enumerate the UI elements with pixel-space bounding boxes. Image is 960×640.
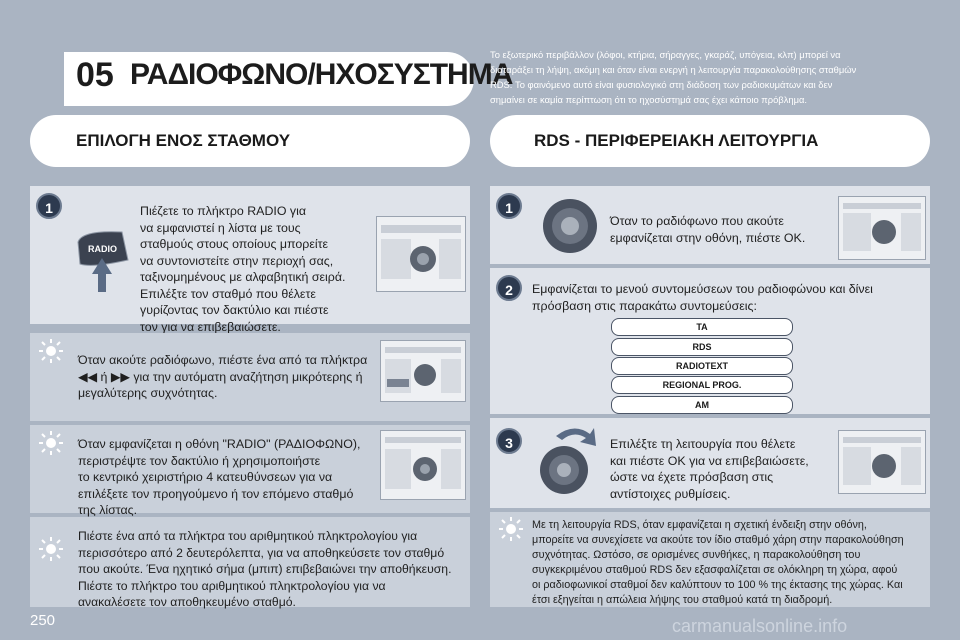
right-section-header [490, 115, 930, 167]
text-line: ταξινομημένους με αλφαβητική σειρά. [140, 270, 346, 284]
text-line: τον για να επιβεβαιώσετε. [140, 319, 281, 334]
text-line: οι ραδιοφωνικοί σταθμοί δεν καλύπτουν το 100 % της έκτασης της χώρας. Και [532, 579, 903, 591]
step-number: 2 [496, 275, 522, 301]
radio-button-illustration [72, 224, 132, 294]
chapter-number: 05 [76, 56, 114, 94]
text-line: συγκεκριμένου σταθμού RDS δεν εξασφαλίζεται σε ολόκληρη τη χώρα, αφού [532, 564, 898, 576]
menu-item-ta: TA [611, 318, 793, 336]
lightbulb-icon [38, 430, 64, 456]
right-step2-text [532, 281, 922, 314]
step-number: 1 [36, 193, 62, 219]
text-line: της λίστας. [78, 503, 138, 517]
text-line: να εμφανιστεί η λίστα με τους [140, 220, 301, 235]
menu-item-radiotext: RADIOTEXT [611, 357, 793, 375]
text-line: εμφανίζεται στην οθόνη, πιέστε ΟΚ. [610, 230, 806, 245]
text-line: Πιέζετε το πλήκτρο RADIO για [140, 204, 307, 218]
intro-line: Το εξωτερικό περιβάλλον (λόφοι, κτήρια, σήραγγες, γκαράζ, υπόγεια, κλπ) μπορεί να [490, 49, 841, 60]
rotate-arrow-icon [556, 428, 596, 446]
intro-line: σημαίνει σε καμία περίπτωση ότι το ηχοσύστημά σας έχει κάποιο πρόβλημα. [490, 94, 808, 105]
radio-unit-image [838, 196, 926, 260]
text-line: το κεντρικό χειριστήριο 4 κατευθύνσεων για να [78, 470, 333, 484]
menu-item-regional-prog: REGIONAL PROG. [611, 376, 793, 394]
watermark: carmanualsonline.info [672, 616, 848, 636]
right-section-title: RDS - ΠΕΡΙΦΕΡΕΙΑΚΗ ΛΕΙΤΟΥΡΓΙΑ [534, 131, 819, 150]
text-line: Εμφανίζεται το μενού συντομεύσεων του ραδιοφώνου και δίνει [532, 282, 873, 296]
left-tip1-text [78, 352, 378, 402]
text-line: Επιλέξτε τη λειτουργία που θέλετε [610, 437, 796, 451]
right-tip-text [532, 518, 924, 608]
left-section-title: ΕΠΙΛΟΓΗ ΕΝΟΣ ΣΤΑΘΜΟΥ [76, 131, 291, 150]
ok-dial-rotate-icon [534, 420, 604, 504]
text-line: έτσι εξηγείται η απώλεια λήψης του σταθμού κατά τη διαδρομή. [532, 594, 833, 606]
intro-line: διαταράξει τη λήψη, ακόμη και όταν είναι ενεργή η λειτουργία παρακολούθησης σταθμών [490, 64, 857, 75]
menu-item-am: AM [611, 396, 793, 414]
radio-unit-image [838, 430, 926, 494]
text-line: ◀◀ ή ▶▶ για την αυτόματη αναζήτηση μικρότερης ή [78, 369, 363, 384]
text-line: αντίστοιχες ρυθμίσεις. [610, 486, 731, 501]
text-line: πρόσβαση στις παρακάτω συντομεύσεις: [532, 298, 757, 313]
text-line: γυρίζοντας τον δακτύλιο και πιέστε [140, 303, 329, 317]
text-line: επιλέξετε τον προηγούμενο ή τον επόμενο σταθμό [78, 486, 354, 501]
text-line: ώστε να έχετε πρόσβαση στις [610, 470, 774, 484]
menu-item-rds: RDS [611, 338, 793, 356]
page-number: 250 [30, 612, 56, 629]
text-line: Πιέστε ένα από τα πλήκτρα του αριθμητικού πληκτρολογίου για [78, 529, 418, 543]
step-number: 1 [496, 193, 522, 219]
left-step1-text [140, 203, 376, 335]
chapter-title: ΡΑΔΙΟΦΩΝΟ/ΗΧΟΣΥΣΤΗΜΑ [130, 58, 513, 91]
text-line: ανακαλέσετε τον αποθηκευμένο σταθμό. [78, 595, 296, 609]
text-line: Όταν εμφανίζεται η οθόνη "RADIO" (ΡΑΔΙΟΦΩΝΟ), [78, 437, 361, 451]
intro-text [490, 47, 890, 107]
text-line: σταθμούς στους οποίους μπορείτε [140, 237, 329, 251]
radio-unit-icon [377, 217, 465, 291]
text-line: συχνότητας. Ωστόσο, σε ορισμένες συνθήκες, η παρακολούθηση του [532, 549, 861, 561]
ok-dial-icon [540, 196, 600, 256]
left-tip3-text [78, 528, 464, 611]
radio-unit-image [380, 430, 466, 500]
text-line: Με τη λειτουργία RDS, όταν εμφανίζεται η σχετική ένδειξη στην οθόνη, [532, 519, 867, 531]
left-tip2-text [78, 436, 378, 519]
radio-unit-image [376, 216, 466, 292]
text-line: Επιλέξτε τον σταθμό που θέλετε [140, 286, 316, 301]
right-step1-text [610, 213, 830, 246]
step-number: 3 [496, 428, 522, 454]
left-section-header [30, 115, 470, 167]
text-line: Πιέστε το πλήκτρο του αριθμητικού πληκτρολογίου για να [78, 578, 386, 593]
lightbulb-icon [38, 536, 64, 562]
text-line: Όταν το ραδιόφωνο που ακούτε [610, 214, 784, 228]
lightbulb-icon [498, 516, 524, 542]
text-line: και πιέστε ΟΚ για να επιβεβαιώσετε, [610, 453, 809, 468]
text-line: περισσότερο από 2 δευτερόλεπτα, για να αποθηκεύσετε τον σταθμό [78, 545, 445, 560]
radio-button-label: RADIO [88, 244, 117, 254]
text-line: περιστρέψτε τον δακτύλιο ή χρησιμοποιήστε [78, 453, 321, 468]
lightbulb-icon [38, 338, 64, 364]
right-step3-text [610, 436, 830, 502]
radio-unit-icon [839, 197, 925, 259]
text-line: μπορείτε να συνεχίσετε να ακούτε τον ίδιο σταθμό χάρη στην παρακολούθηση [532, 534, 904, 546]
text-line: που ακούτε. Ένα ηχητικό σήμα (μπιπ) επιβεβαιώνει την αποθήκευση. [78, 562, 452, 576]
radio-unit-icon [839, 431, 925, 493]
intro-line: RDS. Το φαινόμενο αυτό είναι φυσιολογικό στη διάδοση των ραδιοκυμάτων και δεν [490, 79, 833, 90]
radio-unit-icon [381, 431, 465, 499]
text-line: μεγαλύτερης συχνότητας. [78, 386, 218, 400]
text-line: Όταν ακούτε ραδιόφωνο, πιέστε ένα από τα πλήκτρα [78, 353, 368, 367]
text-line: να συντονιστείτε στην περιοχή σας, [140, 253, 334, 268]
radio-unit-image [380, 340, 466, 402]
radio-unit-icon [381, 341, 465, 401]
